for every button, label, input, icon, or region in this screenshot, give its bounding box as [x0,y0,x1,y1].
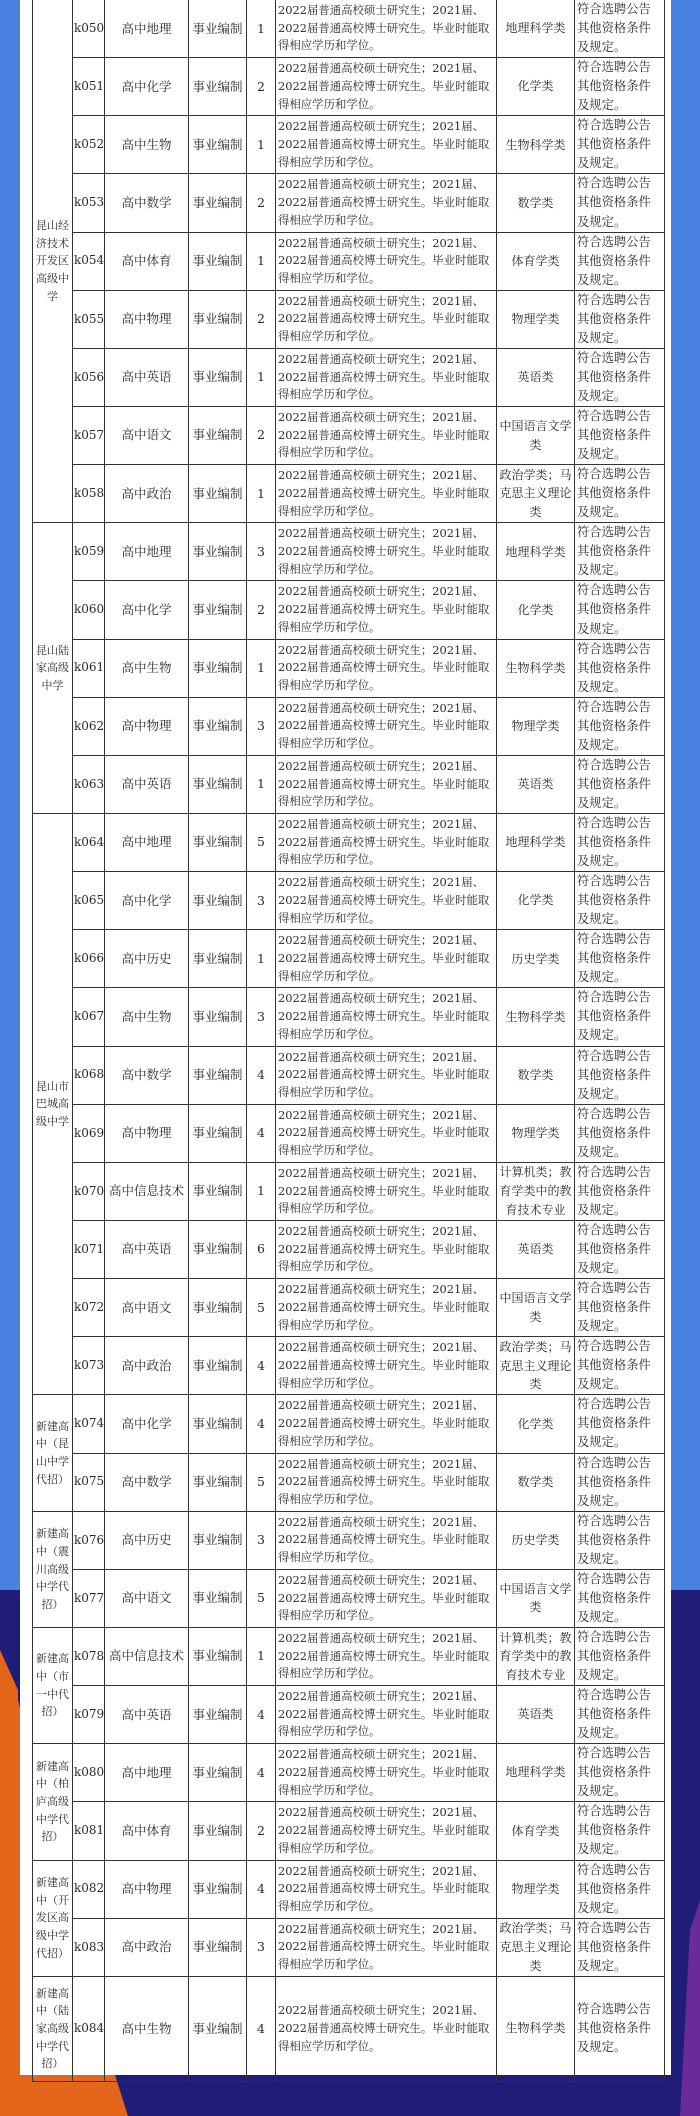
other-requirement-cell: 符合选聘公告其他资格条件及规定。 [575,290,665,348]
headcount-cell: 4 [247,1046,276,1104]
education-requirement-cell: 2022届普通高校硕士研究生；2021届、2022届普通高校博士研究生。毕业时能取得相应学历和学位。 [276,1511,497,1569]
education-requirement-cell: 2022届普通高校硕士研究生；2021届、2022届普通高校博士研究生。毕业时能取得相应学历和学位。 [276,755,497,813]
headcount-cell: 1 [247,639,276,697]
table-row [33,116,665,174]
education-requirement-cell: 2022届普通高校硕士研究生；2021届、2022届普通高校博士研究生。毕业时能取得相应学历和学位。 [276,1162,497,1220]
other-requirement-cell: 符合选聘公告其他资格条件及规定。 [575,1627,665,1685]
school-name-cell: 昆山经济技术开发区高级中学 [33,0,73,523]
position-name-cell: 高中地理 [105,813,189,871]
table-row [33,1569,665,1627]
school-name-cell: 新建高中（昆山中学代招） [33,1395,73,1511]
position-code-cell: k060 [73,581,105,639]
headcount-cell: 4 [247,1744,276,1802]
headcount-cell: 1 [247,116,276,174]
table-row [33,348,665,406]
major-requirement-cell: 地理科学类 [497,813,575,871]
major-requirement-cell: 体育学类 [497,1802,575,1860]
major-requirement-cell: 数学类 [497,174,575,232]
other-requirement-cell: 符合选聘公告其他资格条件及规定。 [575,1220,665,1278]
position-name-cell: 高中语文 [105,1279,189,1337]
position-code-cell: k078 [73,1627,105,1685]
position-code-cell: k070 [73,1162,105,1220]
position-code-cell: k066 [73,930,105,988]
other-requirement-cell: 符合选聘公告其他资格条件及规定。 [575,639,665,697]
table-row [33,1686,665,1744]
education-requirement-cell: 2022届普通高校硕士研究生；2021届、2022届普通高校博士研究生。毕业时能取得相应学历和学位。 [276,1395,497,1453]
education-requirement-cell: 2022届普通高校硕士研究生；2021届、2022届普通高校博士研究生。毕业时能取得相应学历和学位。 [276,1802,497,1860]
headcount-cell: 3 [247,872,276,930]
major-requirement-cell: 化学类 [497,581,575,639]
education-requirement-cell: 2022届普通高校硕士研究生；2021届、2022届普通高校博士研究生。毕业时能取得相应学历和学位。 [276,1453,497,1511]
education-requirement-cell: 2022届普通高校硕士研究生；2021届、2022届普通高校博士研究生。毕业时能取得相应学历和学位。 [276,872,497,930]
position-name-cell: 高中数学 [105,1046,189,1104]
major-requirement-cell: 英语类 [497,1686,575,1744]
position-code-cell: k053 [73,174,105,232]
other-requirement-cell: 符合选聘公告其他资格条件及规定。 [575,174,665,232]
other-requirement-cell: 符合选聘公告其他资格条件及规定。 [575,1976,665,2081]
other-requirement-cell: 符合选聘公告其他资格条件及规定。 [575,348,665,406]
other-requirement-cell: 符合选聘公告其他资格条件及规定。 [575,406,665,464]
position-code-cell: k067 [73,988,105,1046]
education-requirement-cell: 2022届普通高校硕士研究生；2021届、2022届普通高校博士研究生。毕业时能取得相应学历和学位。 [276,1279,497,1337]
major-requirement-cell: 英语类 [497,1220,575,1278]
major-requirement-cell: 生物科学类 [497,116,575,174]
other-requirement-cell: 符合选聘公告其他资格条件及规定。 [575,523,665,581]
other-requirement-cell: 符合选聘公告其他资格条件及规定。 [575,0,665,58]
position-code-cell: k073 [73,1337,105,1395]
headcount-cell: 2 [247,58,276,116]
position-name-cell: 高中政治 [105,465,189,523]
position-code-cell: k074 [73,1395,105,1453]
table-row [33,872,665,930]
education-requirement-cell: 2022届普通高校硕士研究生；2021届、2022届普通高校博士研究生。毕业时能取得相应学历和学位。 [276,406,497,464]
staffing-type-cell: 事业编制 [189,1511,247,1569]
headcount-cell: 3 [247,523,276,581]
table-row [33,406,665,464]
staffing-type-cell: 事业编制 [189,1220,247,1278]
table-row [33,523,665,581]
table-row [33,813,665,871]
headcount-cell: 5 [247,1453,276,1511]
position-name-cell: 高中物理 [105,1860,189,1918]
position-code-cell: k051 [73,58,105,116]
table-row [33,0,665,58]
other-requirement-cell: 符合选聘公告其他资格条件及规定。 [575,697,665,755]
other-requirement-cell: 符合选聘公告其他资格条件及规定。 [575,1453,665,1511]
school-name-cell: 新建高中（震川高级中学代招） [33,1511,73,1627]
education-requirement-cell: 2022届普通高校硕士研究生；2021届、2022届普通高校博士研究生。毕业时能取得相应学历和学位。 [276,1860,497,1918]
major-requirement-cell: 数学类 [497,1046,575,1104]
other-requirement-cell: 符合选聘公告其他资格条件及规定。 [575,1802,665,1860]
education-requirement-cell: 2022届普通高校硕士研究生；2021届、2022届普通高校博士研究生。毕业时能取得相应学历和学位。 [276,930,497,988]
education-requirement-cell: 2022届普通高校硕士研究生；2021届、2022届普通高校博士研究生。毕业时能取得相应学历和学位。 [276,581,497,639]
position-name-cell: 高中数学 [105,1453,189,1511]
staffing-type-cell: 事业编制 [189,1162,247,1220]
headcount-cell: 2 [247,290,276,348]
table-row [33,232,665,290]
other-requirement-cell: 符合选聘公告其他资格条件及规定。 [575,930,665,988]
major-requirement-cell: 地理科学类 [497,523,575,581]
position-name-cell: 高中英语 [105,348,189,406]
school-name-cell: 新建高中（陆家高级中学代招） [33,1976,73,2081]
staffing-type-cell: 事业编制 [189,1860,247,1918]
education-requirement-cell: 2022届普通高校硕士研究生；2021届、2022届普通高校博士研究生。毕业时能取得相应学历和学位。 [276,1744,497,1802]
position-code-cell: k068 [73,1046,105,1104]
table-row [33,1162,665,1220]
position-name-cell: 高中化学 [105,581,189,639]
headcount-cell: 4 [247,1395,276,1453]
position-code-cell: k052 [73,116,105,174]
education-requirement-cell: 2022届普通高校硕士研究生；2021届、2022届普通高校博士研究生。毕业时能取得相应学历和学位。 [276,174,497,232]
position-name-cell: 高中政治 [105,1337,189,1395]
major-requirement-cell: 政治学类；马克思主义理论类 [497,465,575,523]
other-requirement-cell: 符合选聘公告其他资格条件及规定。 [575,58,665,116]
major-requirement-cell: 英语类 [497,755,575,813]
headcount-cell: 2 [247,406,276,464]
major-requirement-cell: 政治学类；马克思主义理论类 [497,1337,575,1395]
education-requirement-cell: 2022届普通高校硕士研究生；2021届、2022届普通高校博士研究生。毕业时能取得相应学历和学位。 [276,1104,497,1162]
major-requirement-cell: 计算机类；教育学类中的教育技术专业 [497,1627,575,1685]
staffing-type-cell: 事业编制 [189,813,247,871]
staffing-type-cell: 事业编制 [189,174,247,232]
staffing-type-cell: 事业编制 [189,290,247,348]
headcount-cell: 1 [247,1162,276,1220]
table-row [33,290,665,348]
education-requirement-cell: 2022届普通高校硕士研究生；2021届、2022届普通高校博士研究生。毕业时能取得相应学历和学位。 [276,1627,497,1685]
major-requirement-cell: 中国语言文学类 [497,406,575,464]
major-requirement-cell: 物理学类 [497,1104,575,1162]
position-code-cell: k075 [73,1453,105,1511]
staffing-type-cell: 事业编制 [189,1569,247,1627]
staffing-type-cell: 事业编制 [189,1046,247,1104]
major-requirement-cell: 物理学类 [497,1860,575,1918]
table-row [33,930,665,988]
headcount-cell: 2 [247,1802,276,1860]
other-requirement-cell: 符合选聘公告其他资格条件及规定。 [575,1104,665,1162]
position-code-cell: k057 [73,406,105,464]
staffing-type-cell: 事业编制 [189,1104,247,1162]
staffing-type-cell: 事业编制 [189,348,247,406]
headcount-cell: 1 [247,232,276,290]
table-row [33,1976,665,2081]
other-requirement-cell: 符合选聘公告其他资格条件及规定。 [575,755,665,813]
other-requirement-cell: 符合选聘公告其他资格条件及规定。 [575,1686,665,1744]
school-name-cell: 昆山市巴城高级中学 [33,813,73,1394]
table-row [33,1744,665,1802]
staffing-type-cell: 事业编制 [189,1918,247,1976]
education-requirement-cell: 2022届普通高校硕士研究生；2021届、2022届普通高校博士研究生。毕业时能取得相应学历和学位。 [276,523,497,581]
position-code-cell: k056 [73,348,105,406]
education-requirement-cell: 2022届普通高校硕士研究生；2021届、2022届普通高校博士研究生。毕业时能取得相应学历和学位。 [276,348,497,406]
other-requirement-cell: 符合选聘公告其他资格条件及规定。 [575,1395,665,1453]
position-code-cell: k065 [73,872,105,930]
other-requirement-cell: 符合选聘公告其他资格条件及规定。 [575,1744,665,1802]
education-requirement-cell: 2022届普通高校硕士研究生；2021届、2022届普通高校博士研究生。毕业时能取得相应学历和学位。 [276,1569,497,1627]
other-requirement-cell: 符合选聘公告其他资格条件及规定。 [575,1511,665,1569]
position-code-cell: k055 [73,290,105,348]
table-row [33,988,665,1046]
position-code-cell: k059 [73,523,105,581]
major-requirement-cell: 地理科学类 [497,1744,575,1802]
headcount-cell: 4 [247,1860,276,1918]
headcount-cell: 5 [247,1279,276,1337]
position-code-cell: k071 [73,1220,105,1278]
position-name-cell: 高中数学 [105,174,189,232]
major-requirement-cell: 化学类 [497,872,575,930]
headcount-cell: 1 [247,1627,276,1685]
position-code-cell: k082 [73,1860,105,1918]
table-row [33,1802,665,1860]
staffing-type-cell: 事业编制 [189,697,247,755]
position-code-cell: k084 [73,1976,105,2081]
position-code-cell: k063 [73,755,105,813]
table-row [33,1860,665,1918]
major-requirement-cell: 英语类 [497,348,575,406]
major-requirement-cell: 中国语言文学类 [497,1279,575,1337]
education-requirement-cell: 2022届普通高校硕士研究生；2021届、2022届普通高校博士研究生。毕业时能取得相应学历和学位。 [276,290,497,348]
position-code-cell: k081 [73,1802,105,1860]
headcount-cell: 1 [247,348,276,406]
other-requirement-cell: 符合选聘公告其他资格条件及规定。 [575,1337,665,1395]
major-requirement-cell: 生物科学类 [497,1976,575,2081]
headcount-cell: 1 [247,930,276,988]
position-code-cell: k062 [73,697,105,755]
position-name-cell: 高中地理 [105,523,189,581]
position-code-cell: k058 [73,465,105,523]
position-name-cell: 高中地理 [105,1744,189,1802]
education-requirement-cell: 2022届普通高校硕士研究生；2021届、2022届普通高校博士研究生。毕业时能取得相应学历和学位。 [276,116,497,174]
headcount-cell: 3 [247,1511,276,1569]
education-requirement-cell: 2022届普通高校硕士研究生；2021届、2022届普通高校博士研究生。毕业时能取得相应学历和学位。 [276,465,497,523]
headcount-cell: 3 [247,988,276,1046]
position-name-cell: 高中生物 [105,116,189,174]
position-name-cell: 高中生物 [105,988,189,1046]
staffing-type-cell: 事业编制 [189,1453,247,1511]
headcount-cell: 6 [247,1220,276,1278]
education-requirement-cell: 2022届普通高校硕士研究生；2021届、2022届普通高校博士研究生。毕业时能取得相应学历和学位。 [276,1976,497,2081]
position-name-cell: 高中化学 [105,1395,189,1453]
major-requirement-cell: 化学类 [497,1395,575,1453]
headcount-cell: 5 [247,813,276,871]
staffing-type-cell: 事业编制 [189,581,247,639]
position-name-cell: 高中语文 [105,406,189,464]
staffing-type-cell: 事业编制 [189,523,247,581]
major-requirement-cell: 数学类 [497,1453,575,1511]
position-code-cell: k072 [73,1279,105,1337]
table-row [33,58,665,116]
headcount-cell: 1 [247,465,276,523]
position-name-cell: 高中体育 [105,1802,189,1860]
other-requirement-cell: 符合选聘公告其他资格条件及规定。 [575,1569,665,1627]
major-requirement-cell: 历史学类 [497,1511,575,1569]
table-row [33,755,665,813]
position-code-cell: k054 [73,232,105,290]
other-requirement-cell: 符合选聘公告其他资格条件及规定。 [575,813,665,871]
education-requirement-cell: 2022届普通高校硕士研究生；2021届、2022届普通高校博士研究生。毕业时能取得相应学历和学位。 [276,639,497,697]
major-requirement-cell: 地理科学类 [497,0,575,58]
headcount-cell: 5 [247,1569,276,1627]
staffing-type-cell: 事业编制 [189,755,247,813]
other-requirement-cell: 符合选聘公告其他资格条件及规定。 [575,1279,665,1337]
staffing-type-cell: 事业编制 [189,0,247,58]
other-requirement-cell: 符合选聘公告其他资格条件及规定。 [575,872,665,930]
major-requirement-cell: 生物科学类 [497,988,575,1046]
table-row [33,1395,665,1453]
recruitment-table [32,0,665,2082]
staffing-type-cell: 事业编制 [189,465,247,523]
table-body [33,0,665,2081]
position-name-cell: 高中英语 [105,1220,189,1278]
position-name-cell: 高中物理 [105,697,189,755]
table-row [33,1279,665,1337]
education-requirement-cell: 2022届普通高校硕士研究生；2021届、2022届普通高校博士研究生。毕业时能取得相应学历和学位。 [276,0,497,58]
position-name-cell: 高中生物 [105,1976,189,2081]
position-code-cell: k064 [73,813,105,871]
school-name-cell: 新建高中（开发区高级中学代招） [33,1860,73,1976]
position-name-cell: 高中英语 [105,1686,189,1744]
headcount-cell: 4 [247,1104,276,1162]
table-row [33,697,665,755]
headcount-cell: 1 [247,0,276,58]
staffing-type-cell: 事业编制 [189,1802,247,1860]
other-requirement-cell: 符合选聘公告其他资格条件及规定。 [575,988,665,1046]
position-name-cell: 高中历史 [105,930,189,988]
school-name-cell: 新建高中（市一中代招） [33,1627,73,1743]
position-name-cell: 高中历史 [105,1511,189,1569]
major-requirement-cell: 物理学类 [497,697,575,755]
position-name-cell: 高中化学 [105,872,189,930]
other-requirement-cell: 符合选聘公告其他资格条件及规定。 [575,1162,665,1220]
education-requirement-cell: 2022届普通高校硕士研究生；2021届、2022届普通高校博士研究生。毕业时能取得相应学历和学位。 [276,697,497,755]
position-name-cell: 高中化学 [105,58,189,116]
position-name-cell: 高中生物 [105,639,189,697]
table-row [33,1220,665,1278]
position-name-cell: 高中地理 [105,0,189,58]
other-requirement-cell: 符合选聘公告其他资格条件及规定。 [575,1918,665,1976]
table-row [33,1453,665,1511]
other-requirement-cell: 符合选聘公告其他资格条件及规定。 [575,581,665,639]
headcount-cell: 3 [247,1918,276,1976]
school-name-cell: 新建高中（柏庐高级中学代招） [33,1744,73,1860]
education-requirement-cell: 2022届普通高校硕士研究生；2021届、2022届普通高校博士研究生。毕业时能取得相应学历和学位。 [276,58,497,116]
table-row [33,1046,665,1104]
staffing-type-cell: 事业编制 [189,639,247,697]
major-requirement-cell: 政治学类；马克思主义理论类 [497,1918,575,1976]
position-name-cell: 高中语文 [105,1569,189,1627]
headcount-cell: 4 [247,1686,276,1744]
staffing-type-cell: 事业编制 [189,232,247,290]
position-code-cell: k061 [73,639,105,697]
staffing-type-cell: 事业编制 [189,1395,247,1453]
other-requirement-cell: 符合选聘公告其他资格条件及规定。 [575,116,665,174]
education-requirement-cell: 2022届普通高校硕士研究生；2021届、2022届普通高校博士研究生。毕业时能取得相应学历和学位。 [276,1046,497,1104]
major-requirement-cell: 中国语言文学类 [497,1569,575,1627]
other-requirement-cell: 符合选聘公告其他资格条件及规定。 [575,232,665,290]
position-code-cell: k069 [73,1104,105,1162]
table-row [33,1918,665,1976]
position-code-cell: k080 [73,1744,105,1802]
education-requirement-cell: 2022届普通高校硕士研究生；2021届、2022届普通高校博士研究生。毕业时能取得相应学历和学位。 [276,1686,497,1744]
position-name-cell: 高中政治 [105,1918,189,1976]
headcount-cell: 3 [247,697,276,755]
table-row [33,639,665,697]
other-requirement-cell: 符合选聘公告其他资格条件及规定。 [575,1046,665,1104]
staffing-type-cell: 事业编制 [189,1337,247,1395]
table-row [33,581,665,639]
position-code-cell: k076 [73,1511,105,1569]
education-requirement-cell: 2022届普通高校硕士研究生；2021届、2022届普通高校博士研究生。毕业时能取得相应学历和学位。 [276,988,497,1046]
position-code-cell: k083 [73,1918,105,1976]
education-requirement-cell: 2022届普通高校硕士研究生；2021届、2022届普通高校博士研究生。毕业时能取得相应学历和学位。 [276,813,497,871]
major-requirement-cell: 体育学类 [497,232,575,290]
headcount-cell: 1 [247,755,276,813]
position-name-cell: 高中英语 [105,755,189,813]
staffing-type-cell: 事业编制 [189,116,247,174]
staffing-type-cell: 事业编制 [189,406,247,464]
position-name-cell: 高中信息技术 [105,1627,189,1685]
staffing-type-cell: 事业编制 [189,1976,247,2081]
table-row [33,1627,665,1685]
position-name-cell: 高中物理 [105,1104,189,1162]
table-row [33,1511,665,1569]
staffing-type-cell: 事业编制 [189,1279,247,1337]
education-requirement-cell: 2022届普通高校硕士研究生；2021届、2022届普通高校博士研究生。毕业时能取得相应学历和学位。 [276,1337,497,1395]
table-row [33,1337,665,1395]
position-name-cell: 高中物理 [105,290,189,348]
major-requirement-cell: 历史学类 [497,930,575,988]
other-requirement-cell: 符合选聘公告其他资格条件及规定。 [575,465,665,523]
major-requirement-cell: 计算机类；教育学类中的教育技术专业 [497,1162,575,1220]
headcount-cell: 4 [247,1337,276,1395]
major-requirement-cell: 物理学类 [497,290,575,348]
major-requirement-cell: 生物科学类 [497,639,575,697]
staffing-type-cell: 事业编制 [189,1686,247,1744]
headcount-cell: 2 [247,581,276,639]
position-code-cell: k079 [73,1686,105,1744]
staffing-type-cell: 事业编制 [189,1744,247,1802]
position-code-cell: k050 [73,0,105,58]
position-name-cell: 高中信息技术 [105,1162,189,1220]
position-name-cell: 高中体育 [105,232,189,290]
education-requirement-cell: 2022届普通高校硕士研究生；2021届、2022届普通高校博士研究生。毕业时能取得相应学历和学位。 [276,232,497,290]
staffing-type-cell: 事业编制 [189,988,247,1046]
major-requirement-cell: 化学类 [497,58,575,116]
headcount-cell: 4 [247,1976,276,2081]
staffing-type-cell: 事业编制 [189,1627,247,1685]
table-row [33,174,665,232]
staffing-type-cell: 事业编制 [189,872,247,930]
education-requirement-cell: 2022届普通高校硕士研究生；2021届、2022届普通高校博士研究生。毕业时能取得相应学历和学位。 [276,1918,497,1976]
table-row [33,1104,665,1162]
headcount-cell: 2 [247,174,276,232]
education-requirement-cell: 2022届普通高校硕士研究生；2021届、2022届普通高校博士研究生。毕业时能取得相应学历和学位。 [276,1220,497,1278]
other-requirement-cell: 符合选聘公告其他资格条件及规定。 [575,1860,665,1918]
table-row [33,465,665,523]
school-name-cell: 昆山陆家高级中学 [33,523,73,814]
staffing-type-cell: 事业编制 [189,58,247,116]
position-code-cell: k077 [73,1569,105,1627]
staffing-type-cell: 事业编制 [189,930,247,988]
